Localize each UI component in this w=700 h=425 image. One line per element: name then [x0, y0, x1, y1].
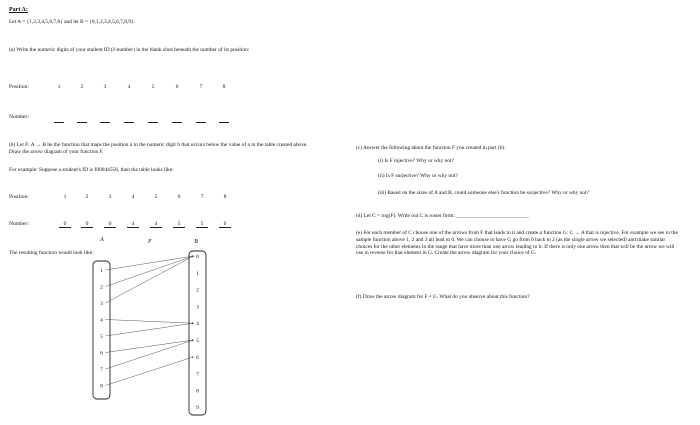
position-cell: 2	[80, 84, 84, 90]
table-b-position-row	[9, 194, 329, 204]
codomain-element: 3	[196, 304, 199, 311]
position-label: Position:	[9, 194, 29, 200]
domain-oval	[93, 261, 110, 399]
question-c-text: (c) Answer the following about the function F you created in part (b):	[356, 145, 506, 151]
arrow-diagram	[80, 237, 280, 420]
table-b-number-row	[9, 221, 329, 231]
position-cell: 6	[175, 84, 179, 90]
codomain-element: 2	[196, 287, 199, 294]
part-a-heading: Part A:	[9, 7, 28, 13]
position-cell: 2	[85, 194, 89, 200]
position-cell: 3	[103, 84, 107, 90]
question-d-text: (d) Let C = rng(F). Write out C is roster form: ___________________________	[356, 213, 530, 219]
codomain-element: 8	[196, 388, 199, 395]
position-cell: 1	[63, 194, 67, 200]
table-a-number-row	[9, 114, 329, 124]
domain-element: 3	[100, 301, 103, 307]
codomain-element: 5	[196, 338, 199, 344]
number-cell: 5	[196, 221, 208, 228]
number-cell: 0	[104, 221, 116, 228]
set-b-label: B	[194, 239, 198, 245]
question-c-iii: (iii) Based on the sizes of A and B, could someone else's function be surjective? Why or why not?	[378, 190, 589, 196]
position-label: Position:	[9, 84, 29, 90]
position-cell: 8	[223, 194, 227, 200]
question-e-text: (e) For each member of C choose one of the arrows from F that leads to it and create a function G: C → A that is injective. For example we see in the sample function above 1, 2 and 3 all lead to 0. We can choose to have G go from 0 back to 2 (as the single arrow we selected) and make similar choices for the other elements in the range that have more than one arrow leading to it. If there is only one arrow then that will be the arrow we will use in reverse for that element in G. Create the arrow diagram for your choice of G.	[356, 230, 678, 257]
result-text: The resulting function would look like:	[9, 250, 94, 256]
mapping-arrow	[106, 256, 194, 287]
position-cell: 1	[57, 84, 61, 90]
domain-element: 5	[100, 334, 103, 340]
codomain-element: 6	[196, 354, 199, 361]
question-f-text: (f) Draw the arrow diagram for F ∘ G. What do you observe about this function?	[356, 294, 530, 300]
position-cell: 5	[154, 194, 158, 200]
number-cell: 6	[219, 221, 231, 228]
position-cell: 7	[199, 84, 203, 90]
sets-definition: Let A = {1,2,3,4,5,6,7,8} and let B = {0,1,2,3,4,5,6,7,8,9}.	[9, 19, 135, 25]
question-c-ii: (ii) Is F surjective? Why or why not?	[378, 173, 458, 179]
number-cell: 4	[127, 221, 139, 228]
digit-blank[interactable]	[100, 122, 110, 123]
number-cell: 0	[81, 221, 93, 228]
codomain-element: 4	[196, 321, 199, 328]
domain-element: 2	[100, 284, 103, 291]
domain-element: 8	[100, 383, 103, 390]
mapping-arrow	[106, 357, 194, 386]
number-label: Number:	[9, 221, 29, 227]
domain-element: 4	[100, 317, 103, 324]
number-label: Number:	[9, 114, 29, 120]
digit-blank[interactable]	[172, 122, 182, 123]
mapping-arrow	[106, 320, 194, 324]
question-a-text: (a) Write the numeric digits of your student ID (J-number) in the blank slots beneath the number of its position:	[9, 47, 250, 53]
codomain-element: 9	[196, 405, 199, 412]
codomain-element: 1	[196, 270, 199, 277]
digit-blank[interactable]	[196, 122, 206, 123]
domain-element: 1	[100, 268, 103, 274]
digit-blank[interactable]	[54, 122, 64, 123]
question-b-text: (b) Let F: A → B be the function that maps the position a to the numeric digit b that occurs below the value of a in the table created above. Draw the arrow diagram of your function F.	[9, 142, 308, 155]
position-cell: 6	[177, 194, 181, 200]
set-a-label: A	[100, 237, 104, 243]
position-cell: 8	[222, 84, 226, 90]
digit-blank[interactable]	[219, 122, 229, 123]
mapping-arrow	[106, 340, 194, 369]
question-c-i: (i) Is F injective? Why or why not?	[378, 158, 454, 164]
number-cell: 4	[150, 221, 162, 228]
position-cell: 4	[127, 84, 131, 90]
mapping-arrow	[106, 340, 194, 353]
number-cell: 0	[59, 221, 71, 228]
function-f-label: F	[148, 239, 152, 245]
codomain-element: 7	[196, 371, 199, 378]
position-cell: 7	[200, 194, 204, 200]
digit-blank[interactable]	[77, 122, 87, 123]
position-cell: 5	[151, 84, 155, 90]
codomain-element: 0	[196, 254, 199, 260]
digit-blank[interactable]	[124, 122, 134, 123]
domain-element: 7	[100, 367, 103, 373]
domain-element: 6	[100, 350, 103, 357]
table-a-position-row	[9, 84, 329, 94]
digit-blank[interactable]	[148, 122, 158, 123]
mapping-arrow	[106, 323, 194, 336]
position-cell: 4	[131, 194, 135, 200]
position-cell: 3	[108, 194, 112, 200]
example-text: For example: Suppose a student's ID is J00044556, then the table looks like:	[9, 167, 174, 173]
number-cell: 5	[173, 221, 185, 228]
